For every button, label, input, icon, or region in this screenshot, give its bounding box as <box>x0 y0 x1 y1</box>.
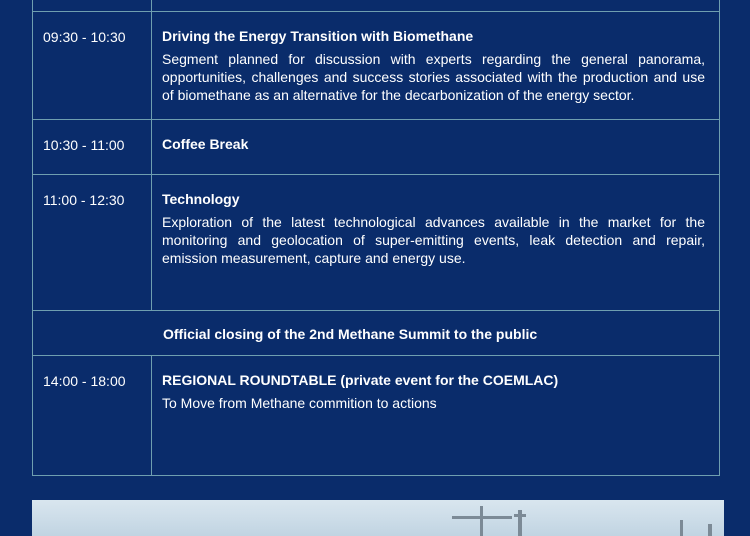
pipe-structure <box>708 524 712 536</box>
agenda-row-partial <box>33 0 719 11</box>
agenda-row <box>33 174 719 310</box>
session-title: Driving the Energy Transition with Biomethane <box>162 28 474 44</box>
content-cell <box>152 175 719 310</box>
content-cell <box>152 12 719 119</box>
industrial-photo <box>32 500 724 536</box>
content-cell <box>152 356 719 475</box>
agenda-table <box>32 0 720 476</box>
agenda-row-closing <box>33 310 719 355</box>
agenda-row <box>33 119 719 174</box>
closing-title: Official closing of the 2nd Methane Summit to the public <box>163 326 538 342</box>
pipe-structure <box>480 506 483 536</box>
agenda-row <box>33 11 719 119</box>
pipe-structure <box>514 514 526 517</box>
time-cell: 14:00 - 18:00 <box>33 356 152 475</box>
pipe-structure <box>680 520 683 536</box>
content-cell <box>152 120 719 174</box>
agenda-row <box>33 355 719 475</box>
session-description: To Move from Methane commition to actions <box>162 395 437 411</box>
session-description: Exploration of the latest technological advances available in the market for the monitoring and geolocation of super-emitting events, leak detection and repair, emission measurement, capture and energy use. <box>162 214 705 266</box>
time-cell: 11:00 - 12:30 <box>33 175 152 310</box>
session-description: Segment planned for discussion with experts regarding the general panorama, opportunities, challenges and success stories associated with the production and use of biomethane as an alternative for the decarbonization of the energy sector. <box>162 51 705 103</box>
session-title: Coffee Break <box>162 136 249 152</box>
time-cell: 10:30 - 11:00 <box>33 120 152 174</box>
time-cell: 09:30 - 10:30 <box>33 12 152 119</box>
session-title: REGIONAL ROUNDTABLE (private event for the COEMLAC) <box>162 372 559 388</box>
session-title: Technology <box>162 191 240 207</box>
